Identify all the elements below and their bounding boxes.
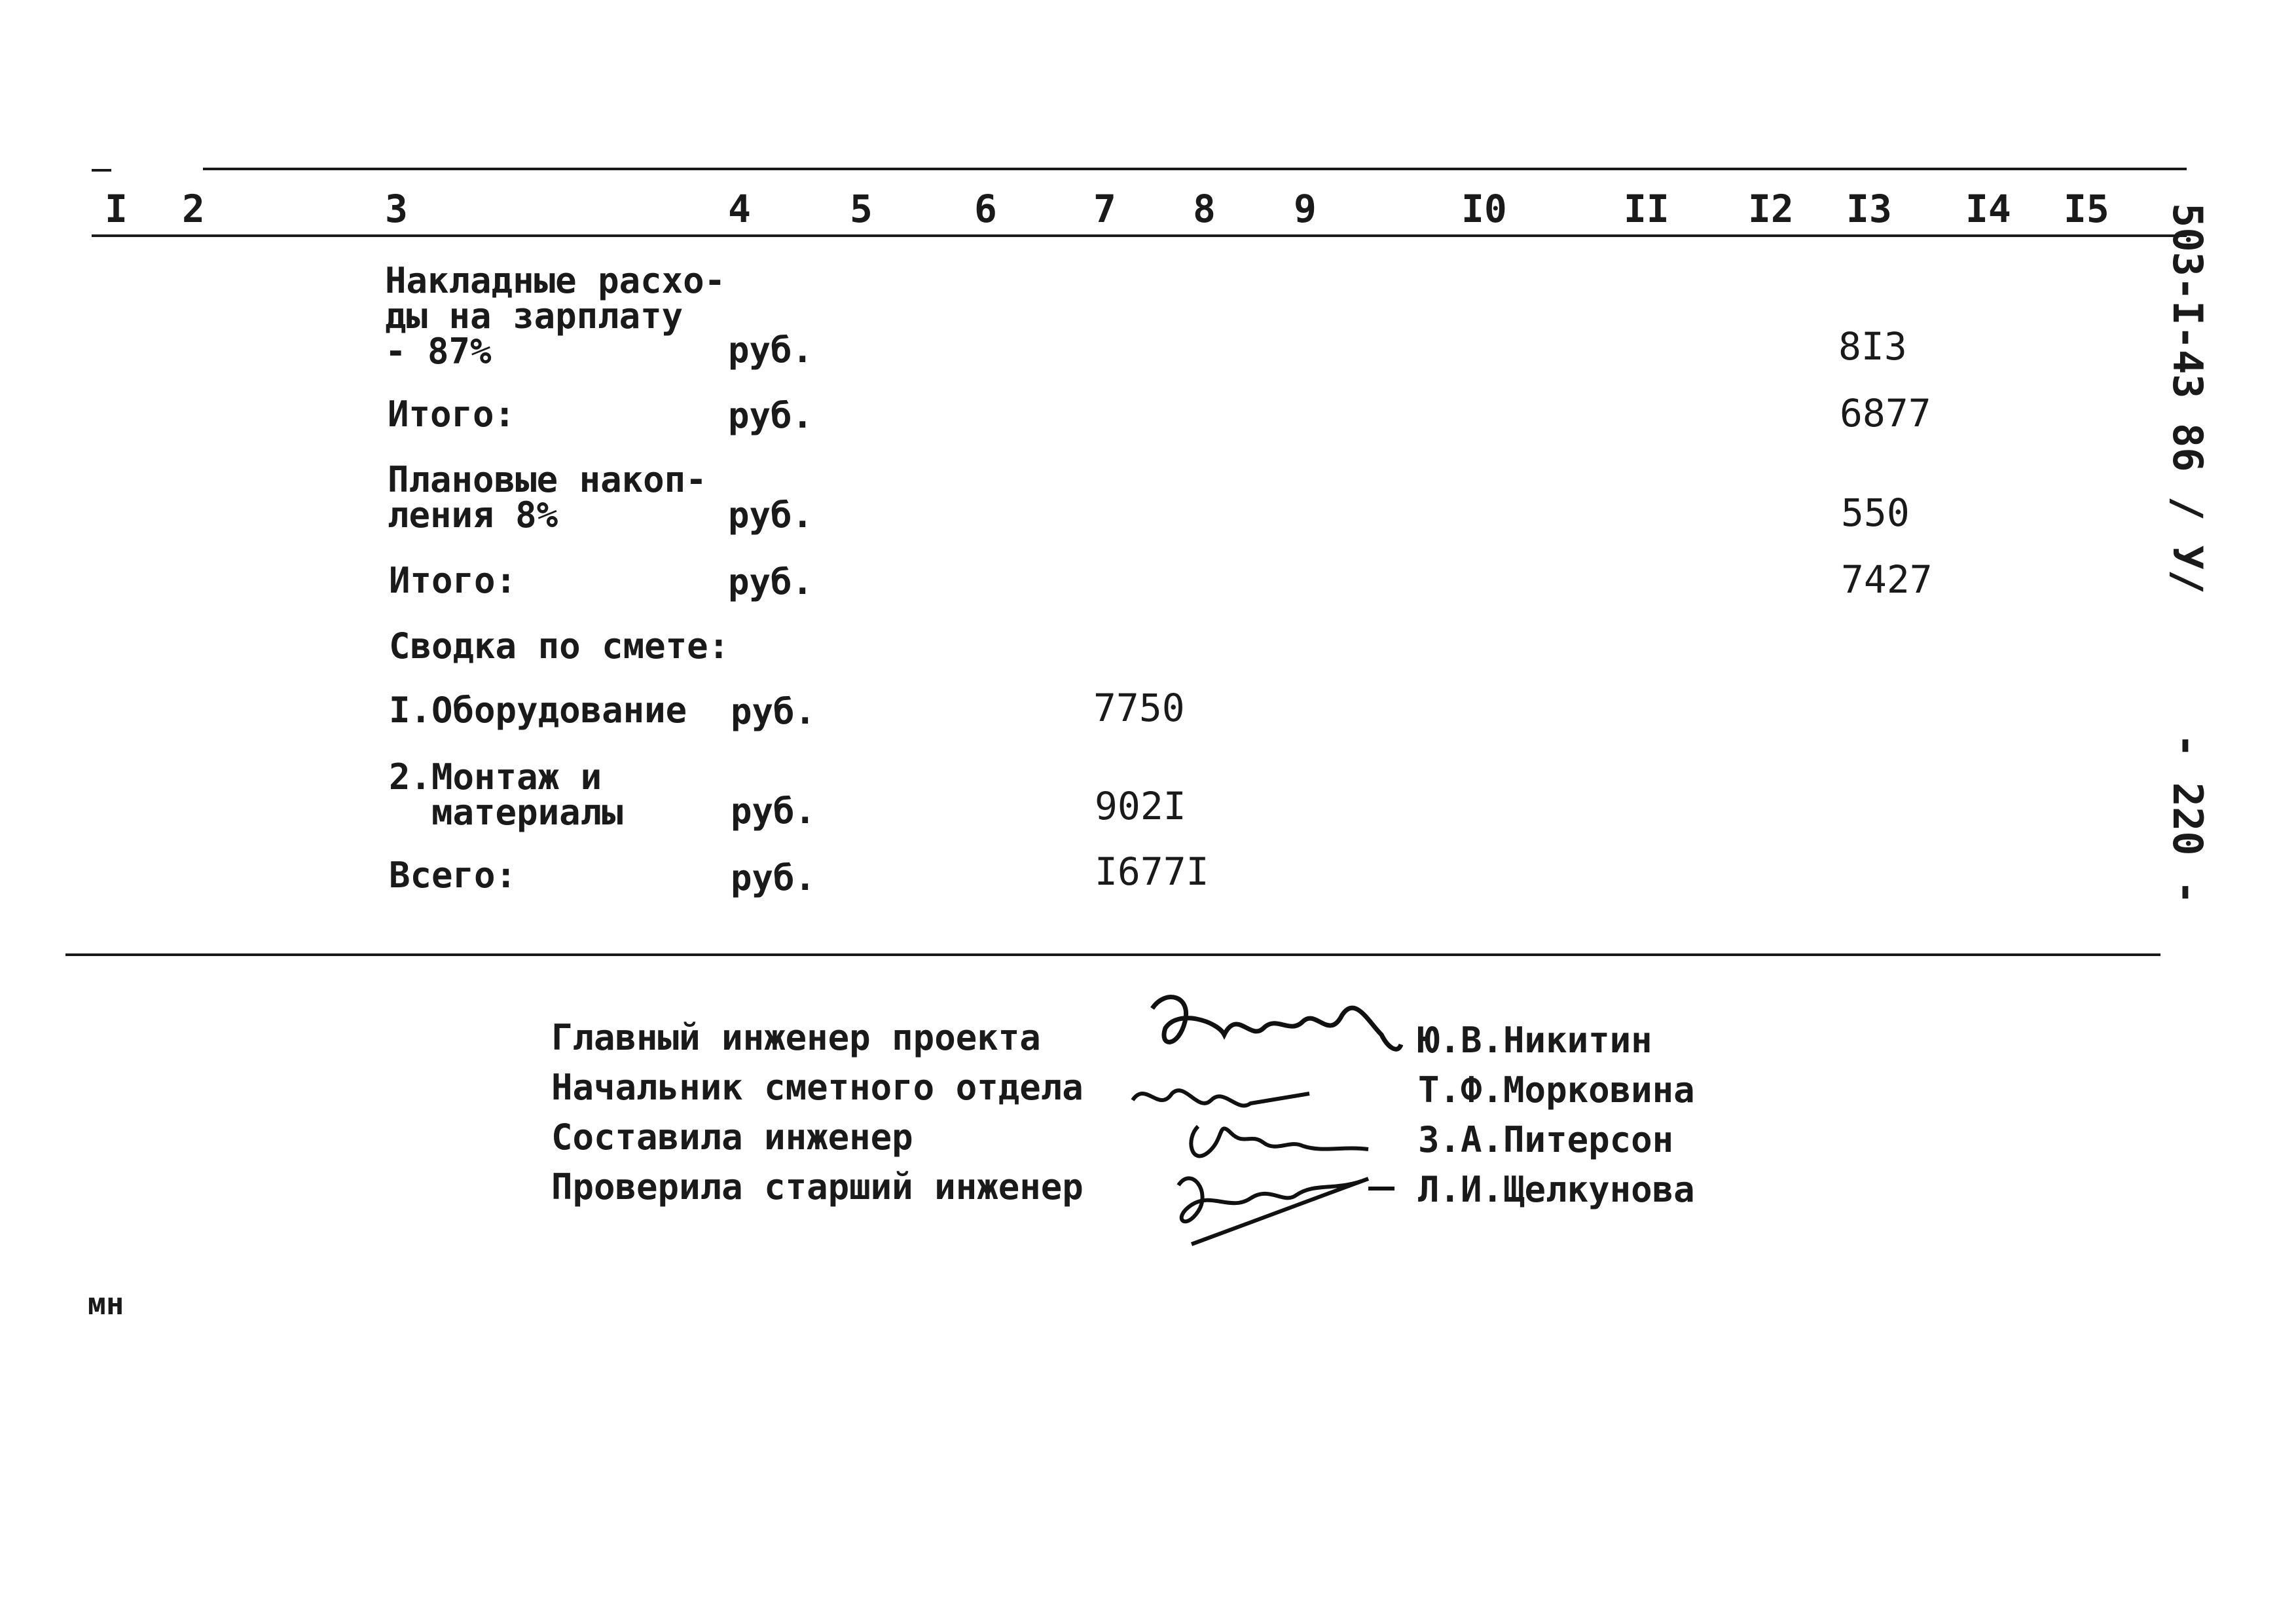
col-header: 2: [182, 187, 205, 231]
side-page-number: - 220 -: [2164, 733, 2212, 905]
row-unit: руб.: [728, 561, 814, 602]
col-header: I0: [1461, 187, 1507, 231]
row-unit: руб.: [731, 691, 816, 732]
row-col7: I677I: [1095, 849, 1209, 894]
col-header: 4: [728, 187, 751, 231]
col-header: 5: [850, 187, 873, 231]
handwritten-signature: [1139, 982, 1401, 1067]
signature-name: Л.И.Щелкунова: [1418, 1169, 1695, 1210]
table-bottom-rule: [65, 953, 2160, 956]
col-header: 7: [1093, 187, 1116, 231]
row-label: Итого:: [389, 560, 517, 601]
row-unit: руб.: [731, 790, 816, 832]
row-label: Сводка по смете:: [389, 625, 730, 667]
row-label: 2.Монтаж и материалы: [389, 756, 623, 833]
col-header: I2: [1748, 187, 1794, 231]
row-label: Накладные расхо- ды на зарплату - 87%: [385, 260, 726, 372]
top-rule: [92, 169, 111, 172]
row-unit: руб.: [728, 329, 814, 371]
col-header: 8: [1193, 187, 1216, 231]
row-col7: 7750: [1093, 686, 1185, 730]
col-header: 9: [1294, 187, 1317, 231]
row-label: Плановые накоп- ления 8%: [388, 459, 707, 536]
row-col13: 8I3: [1838, 324, 1907, 369]
col-header: I4: [1965, 187, 2011, 231]
signature-name: З.А.Питерсон: [1418, 1119, 1674, 1160]
row-label: I.Оборудование: [389, 690, 687, 731]
col-header: II: [1624, 187, 1669, 231]
row-col13: 7427: [1841, 557, 1933, 602]
col-header: I: [105, 187, 128, 231]
top-rule: [203, 168, 2187, 170]
row-label: Итого:: [388, 394, 516, 435]
row-col13: 6877: [1840, 391, 1931, 435]
row-unit: руб.: [728, 494, 814, 536]
row-unit: руб.: [731, 857, 816, 898]
signature-role: Проверила старший инженер: [551, 1166, 1084, 1208]
signature-role: Главный инженер проекта: [551, 1017, 1041, 1058]
col-header: 6: [974, 187, 997, 231]
row-col7: 902I: [1095, 784, 1186, 828]
handwritten-signature: [1152, 1159, 1401, 1257]
signature-role: Составила инженер: [551, 1116, 913, 1158]
signature-name: Т.Ф.Морковина: [1418, 1069, 1695, 1111]
footer-mark: мн: [88, 1286, 124, 1321]
col-header: 3: [385, 187, 408, 231]
row-label: Всего:: [389, 855, 517, 896]
header-rule: [92, 234, 2187, 237]
row-col13: 550: [1841, 490, 1910, 535]
col-header: I5: [2064, 187, 2109, 231]
side-code: 503-I-43 86 / У/: [2164, 203, 2212, 595]
signature-name: Ю.В.Никитин: [1418, 1020, 1652, 1061]
col-header: I3: [1846, 187, 1892, 231]
signature-role: Начальник сметного отдела: [551, 1067, 1084, 1108]
row-unit: руб.: [728, 395, 814, 436]
